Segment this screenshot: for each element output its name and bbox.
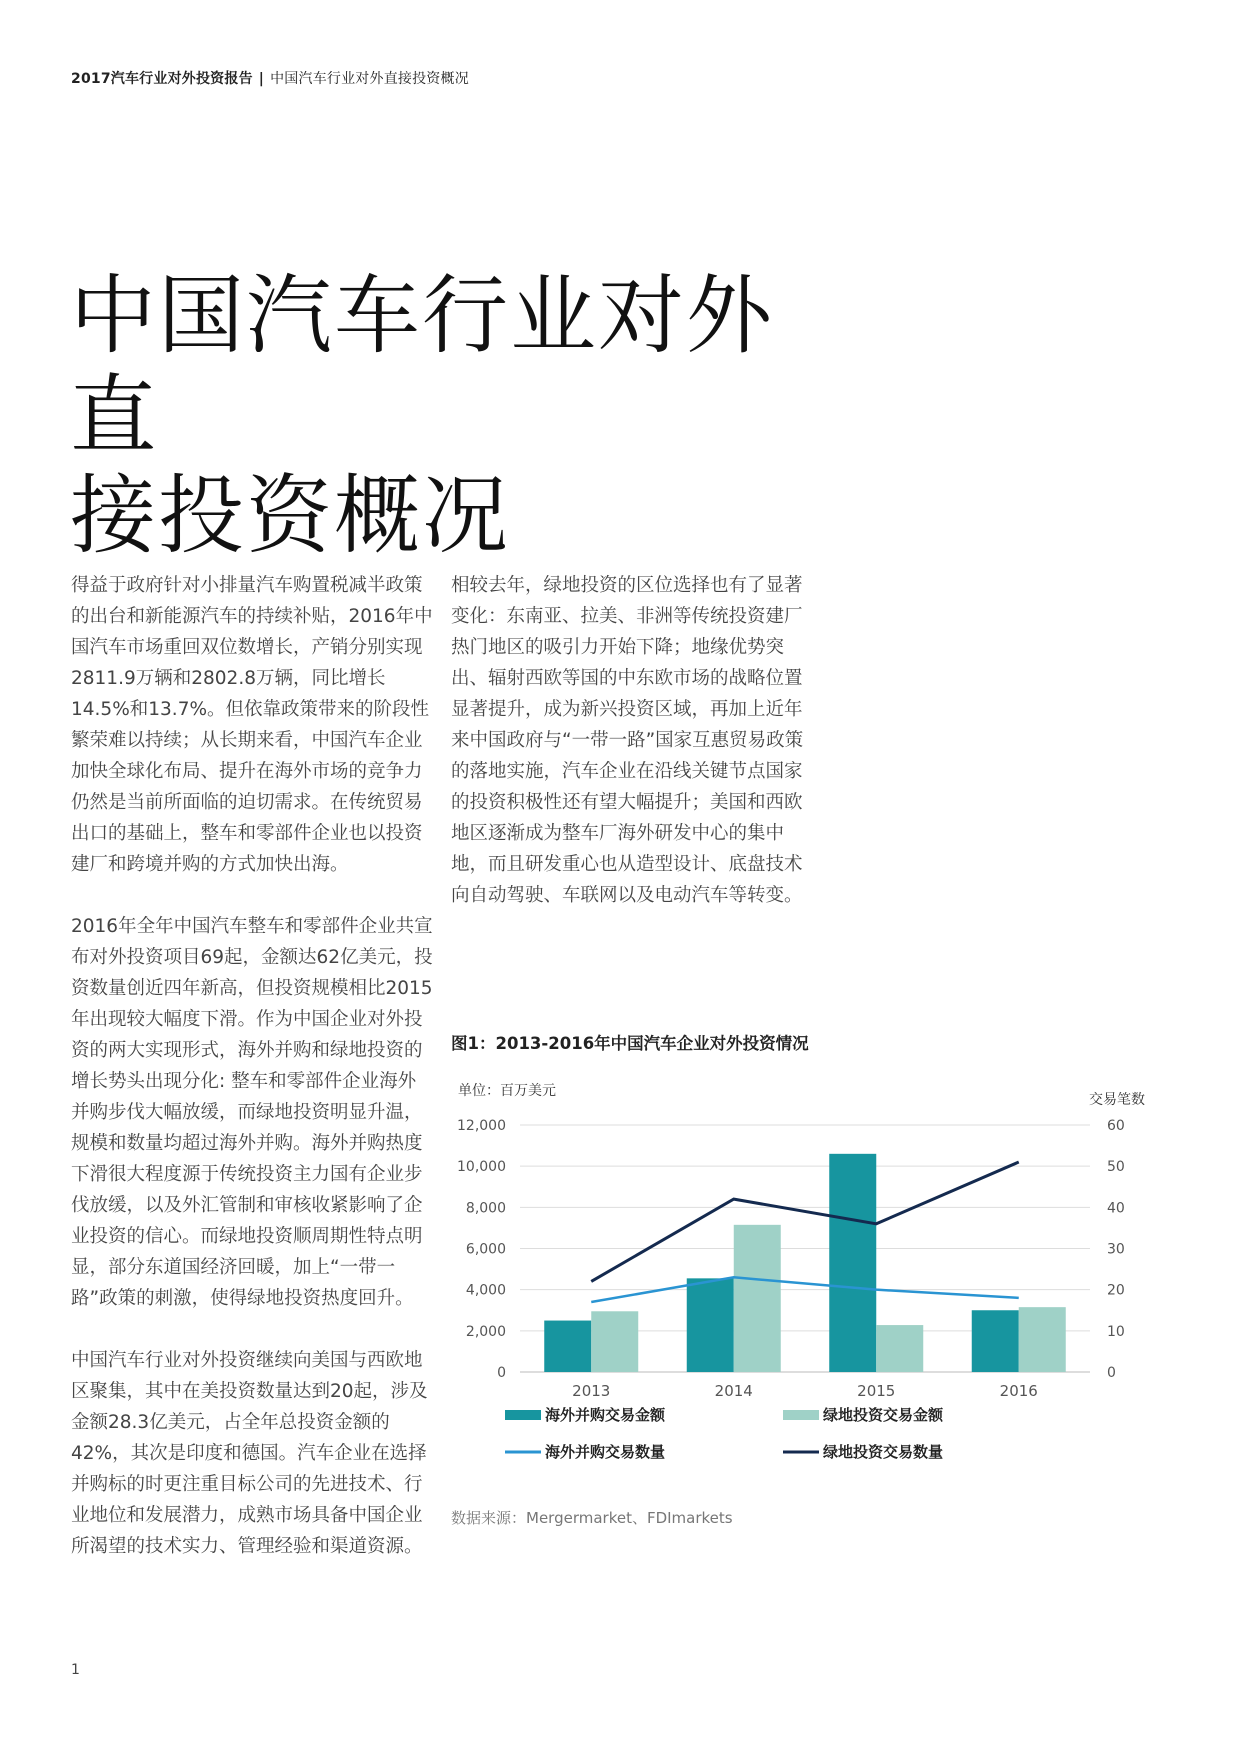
y-axis-left-label: 单位：百万美元 bbox=[458, 1083, 556, 1099]
y-tick-left: 8,000 bbox=[465, 1200, 506, 1217]
paragraph: 相较去年，绿地投资的区位选择也有了显著变化：东南亚、拉美、非洲等传统投资建厂热门地区的吸引力开始下降；地缘优势突出、辐射西欧等国的中东欧市场的战略位置显著提升，成为新兴投资区域，再加上近年来中国政府与“一带一路”国家互惠贸易政策的落地实施，汽车企业在沿线关键节点国家的投资积极性还有望大幅提升；美国和西欧地区逐渐成为整车厂海外研发中心的集中地，而且研发重心也从造型设计、底盘技术向自动驾驶、车联网以及电动汽车等转变。 bbox=[451, 575, 804, 906]
legend-overseas-ma-amount-label: 海外并购交易金额 bbox=[545, 1406, 666, 1424]
bar-greenfield-amount bbox=[876, 1325, 923, 1372]
y-axis-right-label: 交易笔数 bbox=[1089, 1092, 1145, 1108]
legend-overseas-ma-count-label: 海外并购交易数量 bbox=[545, 1443, 666, 1461]
y-tick-left: 12,000 bbox=[457, 1118, 506, 1134]
bar-overseas-ma-amount bbox=[687, 1278, 734, 1372]
x-tick-label: 2015 bbox=[857, 1382, 896, 1400]
legend-greenfield-amount-swatch bbox=[783, 1410, 819, 1420]
y-tick-left: 4,000 bbox=[465, 1282, 506, 1299]
page-title bbox=[70, 266, 830, 566]
paragraph: 中国汽车行业对外投资继续向美国与西欧地区聚集，其中在美投资数量达到20起，涉及金额28.3亿美元，占全年总投资金额的42%，其次是印度和德国。汽车企业在选择并购标的时更注重目标公司的先进技术、行业地位和发展潜力，成熟市场具备中国企业所渴望的技术实力、管理经验和渠道资源。 bbox=[71, 1350, 428, 1557]
y-tick-right: 30 bbox=[1107, 1241, 1125, 1258]
x-tick-label: 2013 bbox=[572, 1382, 611, 1400]
title-line-1: 中国汽车行业对外直 bbox=[70, 266, 774, 466]
figure-title: 图1：2013-2016年中国汽车企业对外投资情况 bbox=[451, 1034, 809, 1053]
bar-greenfield-amount bbox=[1019, 1307, 1066, 1372]
line-greenfield-count bbox=[591, 1162, 1019, 1281]
bar-greenfield-amount bbox=[591, 1311, 638, 1372]
legend-greenfield-amount-label: 绿地投资交易金额 bbox=[823, 1406, 944, 1424]
y-tick-left: 0 bbox=[497, 1365, 506, 1381]
bar-overseas-ma-amount bbox=[544, 1321, 591, 1372]
running-header bbox=[71, 68, 469, 88]
y-tick-left: 2,000 bbox=[465, 1323, 506, 1340]
paragraph: 得益于政府针对小排量汽车购置税减半政策的出台和新能源汽车的持续补贴，2016年中国汽车市场重回双位数增长，产销分别实现2811.9万辆和2802.8万辆，同比增长14.5%和13.7%。但依靠政策带来的阶段性繁荣难以持续；从长期来看，中国汽车企业加快全球化布局、提升在海外市场的竞争力仍然是当前所面临的迫切需求。在传统贸易出口的基础上，整车和零部件企业也以投资建厂和跨境并购的方式加快出海。 bbox=[71, 575, 433, 875]
x-tick-label: 2016 bbox=[999, 1382, 1038, 1400]
investment-chart bbox=[440, 1070, 1160, 1490]
y-tick-right: 20 bbox=[1107, 1282, 1125, 1299]
y-tick-right: 50 bbox=[1107, 1159, 1125, 1176]
report-name: 2017汽车行业对外投资报告 bbox=[71, 71, 253, 87]
paragraph: 2016年全年中国汽车整车和零部件企业共宣布对外投资项目69起，金额达62亿美元，投资数量创近四年新高，但投资规模相比2015年出现较大幅度下滑。作为中国企业对外投资的两大实现形式，海外并购和绿地投资的增长势头出现分化: 整车和零部件企业海外并购步伐大幅放缓，而绿地投资明显升温，规模和数量均超过海外并购。海外并购热度下滑很大程度源于传统投资主力国有企业步伐放缓，以及外汇管制和审核收紧影响了企业投资的信心。而绿地投资顺周期性特点明显，部分东道国经济回暖，加上“一带一路”政策的刺激，使得绿地投资热度回升。 bbox=[71, 916, 433, 1309]
legend-greenfield-count-label: 绿地投资交易数量 bbox=[823, 1443, 944, 1461]
y-tick-right: 60 bbox=[1107, 1118, 1125, 1134]
text-column-left bbox=[71, 570, 433, 1593]
y-tick-left: 6,000 bbox=[465, 1241, 506, 1258]
bar-greenfield-amount bbox=[734, 1225, 781, 1372]
page-number: 1 bbox=[71, 1662, 80, 1678]
title-line-2: 接投资概况 bbox=[70, 466, 510, 566]
y-tick-right: 0 bbox=[1107, 1365, 1116, 1381]
text-column-right bbox=[451, 570, 813, 942]
y-tick-left: 10,000 bbox=[457, 1159, 506, 1176]
bar-overseas-ma-amount bbox=[972, 1310, 1019, 1372]
bar-overseas-ma-amount bbox=[829, 1154, 876, 1372]
x-tick-label: 2014 bbox=[714, 1382, 753, 1400]
section-name: 中国汽车行业对外直接投资概况 bbox=[270, 71, 469, 87]
y-tick-right: 10 bbox=[1107, 1323, 1125, 1340]
y-tick-right: 40 bbox=[1107, 1200, 1125, 1217]
header-separator: | bbox=[258, 71, 265, 87]
data-source: 数据来源：Mergermarket、FDImarkets bbox=[451, 1509, 733, 1527]
legend-overseas-ma-amount-swatch bbox=[505, 1410, 541, 1420]
